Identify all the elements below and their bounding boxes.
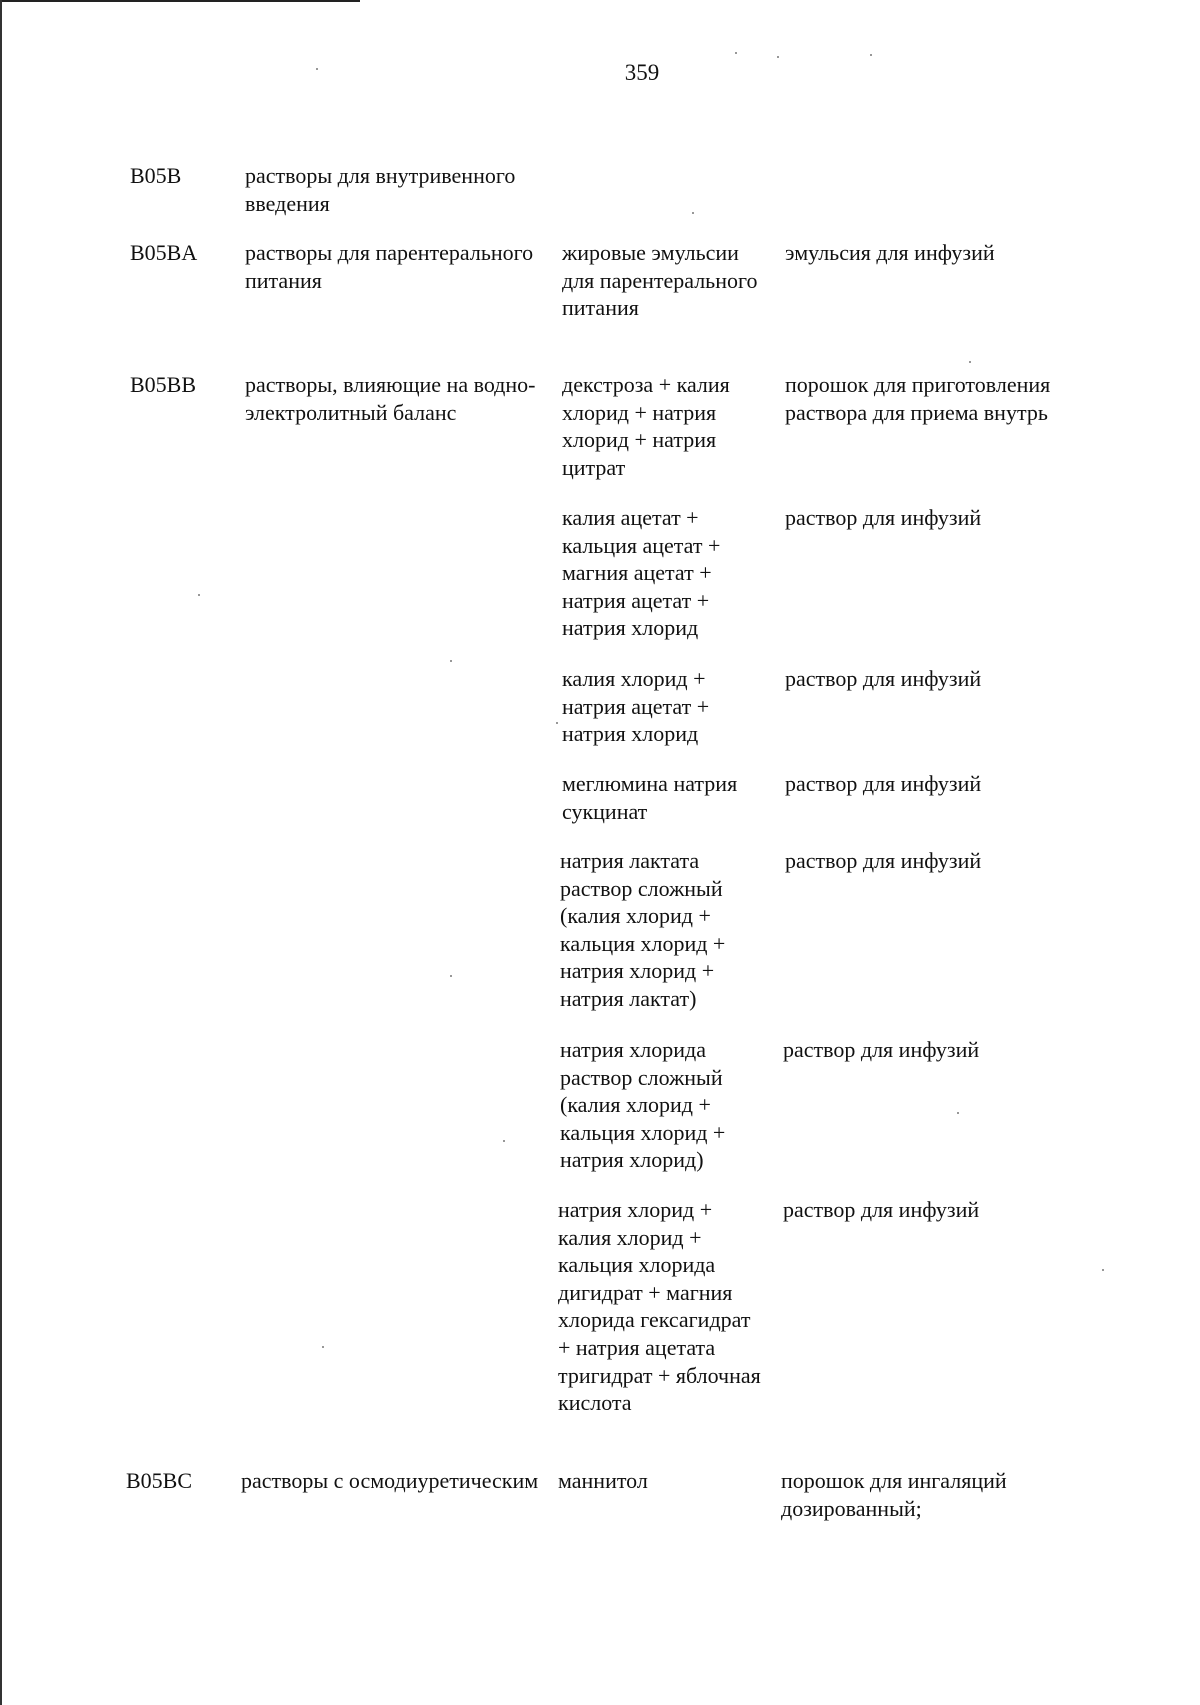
row-substance: натрия хлорида раствор сложный (калия хлорид + кальция хлорид + натрия хлорид) xyxy=(560,1037,726,1173)
row-substance: натрия хлорид + калия хлорид + кальция хлорида дигидрат + магния хлорида гексагидрат + натрия ацетата тригидрат + яблочная кислота xyxy=(558,1197,761,1416)
scan-speck xyxy=(322,1346,324,1348)
scan-speck xyxy=(1102,1269,1104,1271)
row-dosage-form: порошок для ингаляций дозированный; xyxy=(781,1468,1007,1521)
row-substance: натрия лактата раствор сложный (калия хлорид + кальция хлорид + натрия хлорид + натрия лактат) xyxy=(560,848,726,1011)
scan-speck xyxy=(450,660,452,662)
page-number: 359 xyxy=(624,60,660,85)
row-substance: декстроза + калия хлорид + натрия хлорид + натрия цитрат xyxy=(562,372,730,480)
row-code: B05B xyxy=(130,163,182,188)
row-dosage-form: эмульсия для инфузий xyxy=(785,240,995,265)
scan-speck xyxy=(556,722,558,724)
scan-speck xyxy=(735,52,737,54)
row-code: B05BA xyxy=(130,240,198,265)
scan-speck xyxy=(870,54,872,56)
row-code: B05BC xyxy=(126,1468,193,1493)
row-substance: меглюмина натрия сукцинат xyxy=(562,771,738,824)
scan-speck xyxy=(316,68,318,70)
row-group-name: растворы для парентерального питания xyxy=(245,240,534,293)
scan-speck xyxy=(450,975,452,977)
row-dosage-form: раствор для инфузий xyxy=(785,666,982,691)
scan-edge-left xyxy=(0,0,2,1705)
row-substance: калия ацетат + кальция ацетат + магния ацетат + натрия ацетат + натрия хлорид xyxy=(562,505,721,641)
row-dosage-form: раствор для инфузий xyxy=(783,1197,980,1222)
scan-speck xyxy=(777,56,779,58)
scan-speck xyxy=(969,361,971,363)
row-substance: калия хлорид + натрия ацетат + натрия хлорид xyxy=(562,666,710,747)
scan-speck xyxy=(957,1112,959,1114)
scan-edge-top xyxy=(0,0,360,2)
row-group-name: растворы для внутривенного введения xyxy=(245,163,516,216)
row-dosage-form: раствор для инфузий xyxy=(785,771,982,796)
row-dosage-form: раствор для инфузий xyxy=(783,1037,980,1062)
scan-speck xyxy=(692,212,694,214)
row-dosage-form: раствор для инфузий xyxy=(785,848,982,873)
scan-speck xyxy=(198,594,200,596)
scan-speck xyxy=(503,1140,505,1142)
row-group-name: растворы, влияющие на водно-электролитный баланс xyxy=(245,372,536,425)
row-dosage-form: раствор для инфузий xyxy=(785,505,982,530)
row-dosage-form: порошок для приготовления раствора для приема внутрь xyxy=(785,372,1051,425)
row-code: B05BB xyxy=(130,372,197,397)
row-substance: маннитол xyxy=(558,1468,648,1493)
row-substance: жировые эмульсии для парентерального питания xyxy=(562,240,758,321)
row-group-name: растворы с осмодиуретическим xyxy=(241,1468,539,1493)
